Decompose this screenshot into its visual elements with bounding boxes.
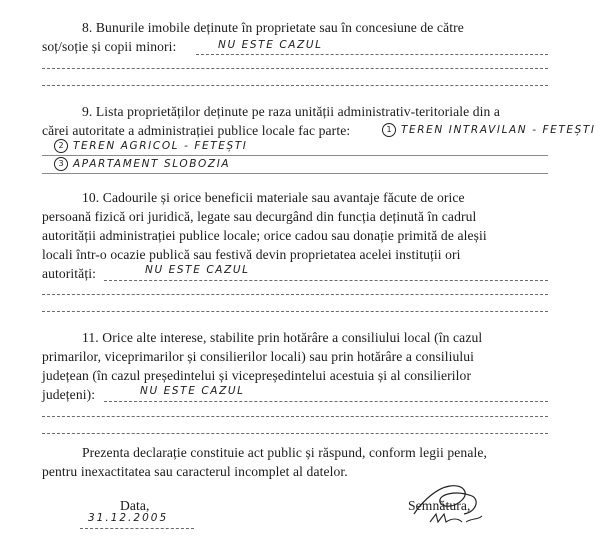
closing-line-1: Prezenta declarație constituie act public și răspund, conform legii penale, bbox=[82, 445, 487, 460]
section-11-blank-line-1 bbox=[42, 416, 548, 417]
section-9-line-2: cărei autoritate a administrației publice locale fac parte: bbox=[42, 123, 351, 138]
section-9-item-2 bbox=[54, 139, 248, 153]
section-8-line-2: soț/soție și copii minori: bbox=[42, 39, 177, 54]
section-10-line-2: persoană fizică ori juridică, legate sau decurgând din funcția deținută în cadrul bbox=[42, 209, 477, 224]
closing-line-2: pentru inexactitatea sau caracterul incomplet al datelor. bbox=[42, 464, 348, 479]
section-11-line-4: județeni): bbox=[42, 387, 96, 402]
item-number-circle: 2 bbox=[54, 139, 68, 153]
section-9-line-1: 9. Lista proprietăților deținute pe raza unității administrativ-teritoriale din a bbox=[82, 104, 501, 119]
signature-label: Semnătura, bbox=[408, 498, 471, 513]
item-number-circle: 1 bbox=[382, 123, 396, 137]
section-10-blank-line-2 bbox=[42, 311, 548, 312]
section-10-line-5: autorități: bbox=[42, 266, 96, 281]
section-10-blank-line-1 bbox=[42, 294, 548, 295]
date-label: Data, bbox=[120, 498, 150, 513]
section-10-line-1: 10. Cadourile și orice beneficii materiale sau avantaje făcute de orice bbox=[82, 190, 465, 205]
section-11-blank-line-2 bbox=[42, 433, 548, 434]
section-11-line-1: 11. Orice alte interese, stabilite prin hotărâre a consiliului local (în cazul bbox=[82, 330, 483, 345]
section-9-item-1-text: TEREN INTRAVILAN - FETEȘTI bbox=[401, 124, 596, 136]
section-11-line-3: județean (în cazul președintelui și vicepreședintelui acestuia și al consilierilor bbox=[42, 368, 472, 383]
section-9-line-item-3 bbox=[42, 173, 548, 174]
section-8-answer: NU ESTE CAZUL bbox=[218, 39, 323, 51]
section-10-line-3: autorității administrației publice locale; orice cadou sau donație primită de aleșii bbox=[42, 228, 487, 243]
date-line bbox=[80, 528, 194, 529]
section-11-line-2: primarilor, viceprimarilor și consilierilor locali) sau prin hotărâre a consiliului bbox=[42, 349, 475, 364]
section-9-line-item-2 bbox=[42, 155, 548, 156]
section-8-blank-line-1 bbox=[42, 68, 548, 69]
section-8-line-1: 8. Bunurile imobile deținute în proprietate sau în concesiune de către bbox=[82, 20, 464, 35]
section-11-answer-line bbox=[104, 401, 548, 402]
section-9-item-3-text: APARTAMENT SLOBOZIA bbox=[73, 158, 231, 170]
section-8-blank-line-2 bbox=[42, 85, 548, 86]
section-10-answer: NU ESTE CAZUL bbox=[145, 264, 250, 276]
section-10-line-4: locali într-o ocazie publică sau festivă devin proprietatea acelei instituții ori bbox=[42, 247, 461, 262]
section-10-answer-line bbox=[104, 280, 548, 281]
section-8-answer-line bbox=[196, 54, 548, 55]
date-value: 31.12.2005 bbox=[88, 512, 169, 524]
handwritten-signature bbox=[402, 478, 492, 530]
section-9-item-3 bbox=[54, 157, 230, 171]
section-11-answer: NU ESTE CAZUL bbox=[140, 385, 245, 397]
section-9-item-2-text: TEREN AGRICOL - FETEȘTI bbox=[73, 140, 248, 152]
item-number-circle: 3 bbox=[54, 157, 68, 171]
section-9-item-1 bbox=[382, 123, 596, 137]
